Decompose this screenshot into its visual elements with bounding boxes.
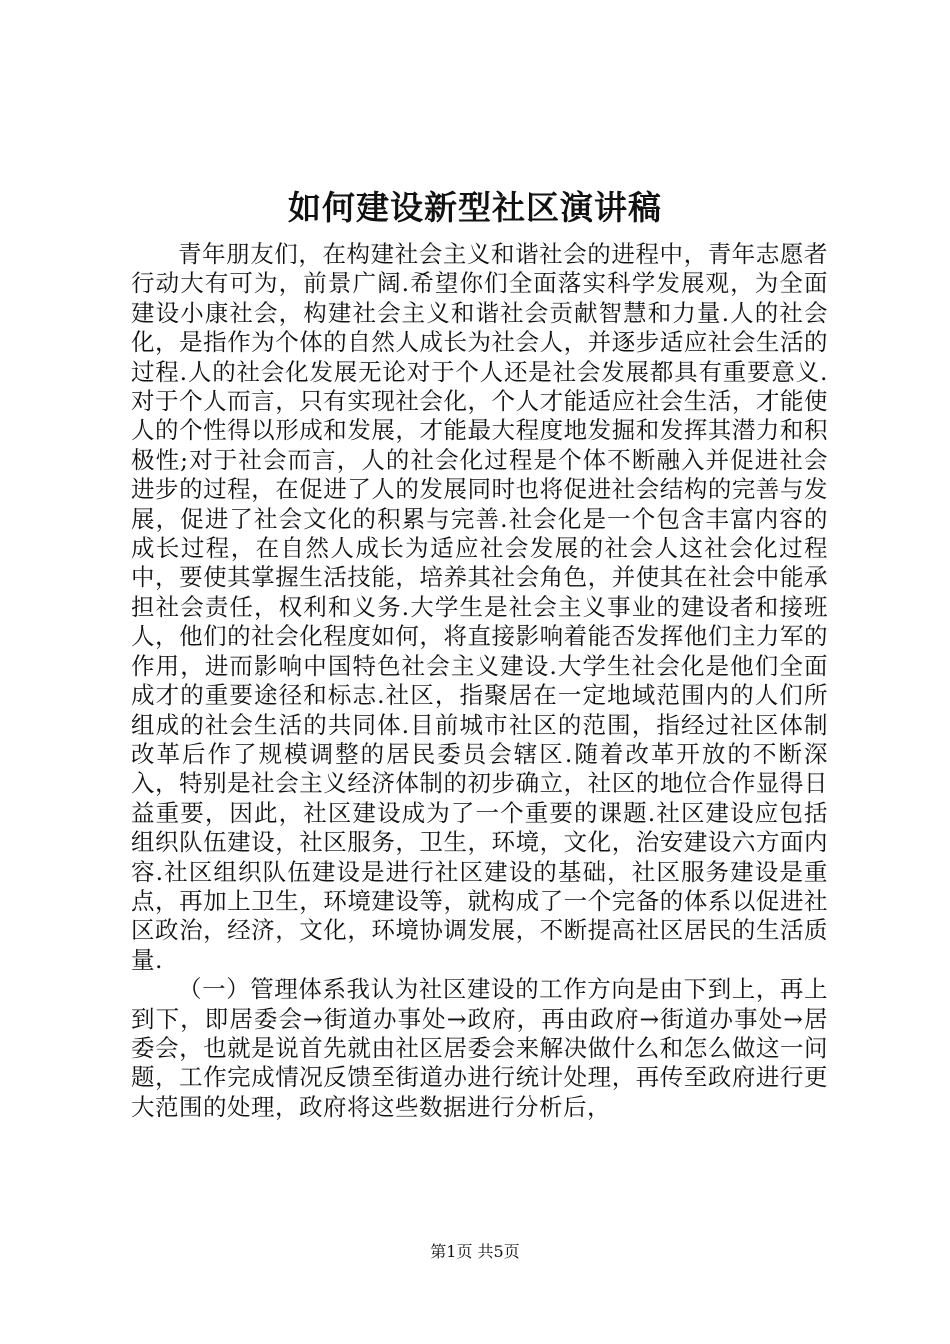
body-paragraph-1: 青年朋友们，在构建社会主义和谐社会的进程中，青年志愿者行动大有可为，前景广阔.希望你们全面落实科学发展观，为全面建设小康社会，构建社会主义和谐社会贡献智慧和力量.人的社会化，是指作为个体的自然人成长为社会人，并逐步适应社会生活的过程.人的社会化发展无论对于个人还是社会发展都具有重要意义.对于个人而言，只有实现社会化，个人才能适应社会生活，才能使人的个性得以形成和发展，才能最大程度地发掘和发挥其潜力和积极性;对于社会而言，人的社会化过程是个体不断融入并促进社会进步的过程，在促进了人的发展同时也将促进社会结构的完善与发展，促进了社会文化的积累与完善.社会化是一个包含丰富内容的成长过程，在自然人成长为适应社会发展的社会人这社会化过程中，要使其掌握生活技能，培养其社会角色，并使其在社会中能承担社会责任，权利和义务.大学生是社会主义事业的建设者和接班人，他们的社会化程度如何，将直接影响着能否发挥他们主力军的作用，进而影响中国特色社会主义建设.大学生社会化是他们全面成才的重要途径和标志.社区，指聚居在一定地域范围内的人们所组成的社会生活的共同体.目前城市社区的范围，指经过社区体制改革后作了规模调整的居民委员会辖区.随着改革开放的不断深入，特别是社会主义经济体制的初步确立，社区的地位合作显得日益重要，因此，社区建设成为了一个重要的课题.社区建设应包括组织队伍建设，社区服务，卫生，环境，文化，治安建设六方面内容.社区组织队伍建设是进行社区建设的基础，社区服务建设是重点，再加上卫生，环境建设等，就构成了一个完备的体系以促进社区政治，经济，文化，环境协调发展，不断提高社区居民的生活质量. [131, 240, 828, 974]
page-footer: 第1页 共5页 [430, 1242, 520, 1261]
body-paragraph-2: （一）管理体系我认为社区建设的工作方向是由下到上，再上到下，即居委会→街道办事处→政府，再由政府→街道办事处→居委会，也就是说首先就由社区居委会来解决做什么和怎么做这一问题，工作完成情况反馈至街道办进行统计处理，再传至政府进行更大范围的处理，政府将这些数据进行分析后， [131, 975, 828, 1121]
document-body [131, 240, 828, 1122]
document-title: 如何建设新型社区演讲稿 [288, 188, 662, 227]
